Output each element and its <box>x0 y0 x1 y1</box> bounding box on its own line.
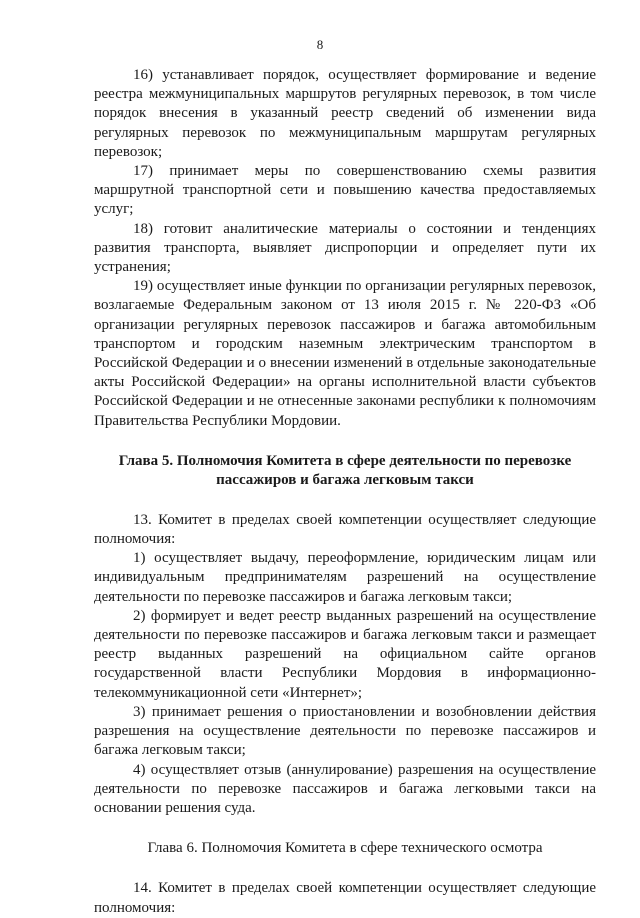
chapter-5-heading: Глава 5. Полномочия Комитета в сфере деятельности по перевозке пассажиров и багажа легковым такси <box>118 452 572 488</box>
chapter-6-heading: Глава 6. Полномочия Комитета в сфере технического осмотра <box>147 840 543 857</box>
paragraph-13-intro: 13. Комитет в пределах своей компетенции осуществляет следующие полномочия: <box>94 511 596 548</box>
paragraph-item-17: 17) принимает меры по совершенствованию схемы развития маршрутной транспортной сети и повышению качества предоставляемых услуг; <box>94 163 596 218</box>
paragraph-13-item-2: 2) формирует и ведет реестр выданных разрешений на осуществление деятельности по перевозке пассажиров и багажа легковым такси и размещает реестр выданных разрешений на официальном сайте органов государственной власти Республики Мордовия в информационно-телекоммуникационной сети «Интернет»; <box>94 607 596 701</box>
paragraph-item-18: 18) готовит аналитические материалы о состоянии и тенденциях развития транспорта, выявляет диспропорции и определяет пути их устранения; <box>94 220 596 276</box>
page-number: 8 <box>316 37 324 52</box>
paragraph-13-item-3: 3) принимает решения о приостановлении и возобновлении действия разрешения на осуществление деятельности по перевозке пассажиров и багажа легковым такси; <box>94 703 596 759</box>
spacer <box>94 858 596 879</box>
spacer <box>94 431 596 452</box>
document-body <box>94 66 596 918</box>
paragraph-13-item-4: 4) осуществляет отзыв (аннулирование) разрешения на осуществление деятельности по перевозке пассажиров и багажа легковыми такси на основании решения суда. <box>94 761 596 816</box>
paragraph-item-19: 19) осуществляет иные функции по организации регулярных перевозок, возлагаемые Федеральным законом от 13 июля 2015 г. № 220-ФЗ «Об организации регулярных перевозок пассажиров и багажа автомобильным транспортом и городским наземным электрическим транспортом в Российской Федерации и о внесении изменений в отдельные законодательные акты Российской Федерации» на органы исполнительной власти субъектов Российской Федерации и не отнесенные законами республики к полномочиям Правительства Республики Мордовии. <box>94 278 596 429</box>
spacer <box>94 490 596 511</box>
spacer <box>94 818 596 839</box>
paragraph-item-16: 16) устанавливает порядок, осуществляет формирование и ведение реестра межмуниципальных маршрутов регулярных перевозок, в том числе порядок внесения в указанный реестр сведений об изменении вида регулярных перевозок по межмуниципальным маршрутам регулярных перевозок; <box>94 67 596 160</box>
paragraph-14-intro: 14. Комитет в пределах своей компетенции осуществляет следующие полномочия: <box>94 880 596 916</box>
paragraph-13-item-1: 1) осуществляет выдачу, переоформление, юридическим лицам или индивидуальным предпринимателям разрешений на осуществление деятельности по перевозке пассажиров и багажа легковым такси; <box>94 550 596 605</box>
